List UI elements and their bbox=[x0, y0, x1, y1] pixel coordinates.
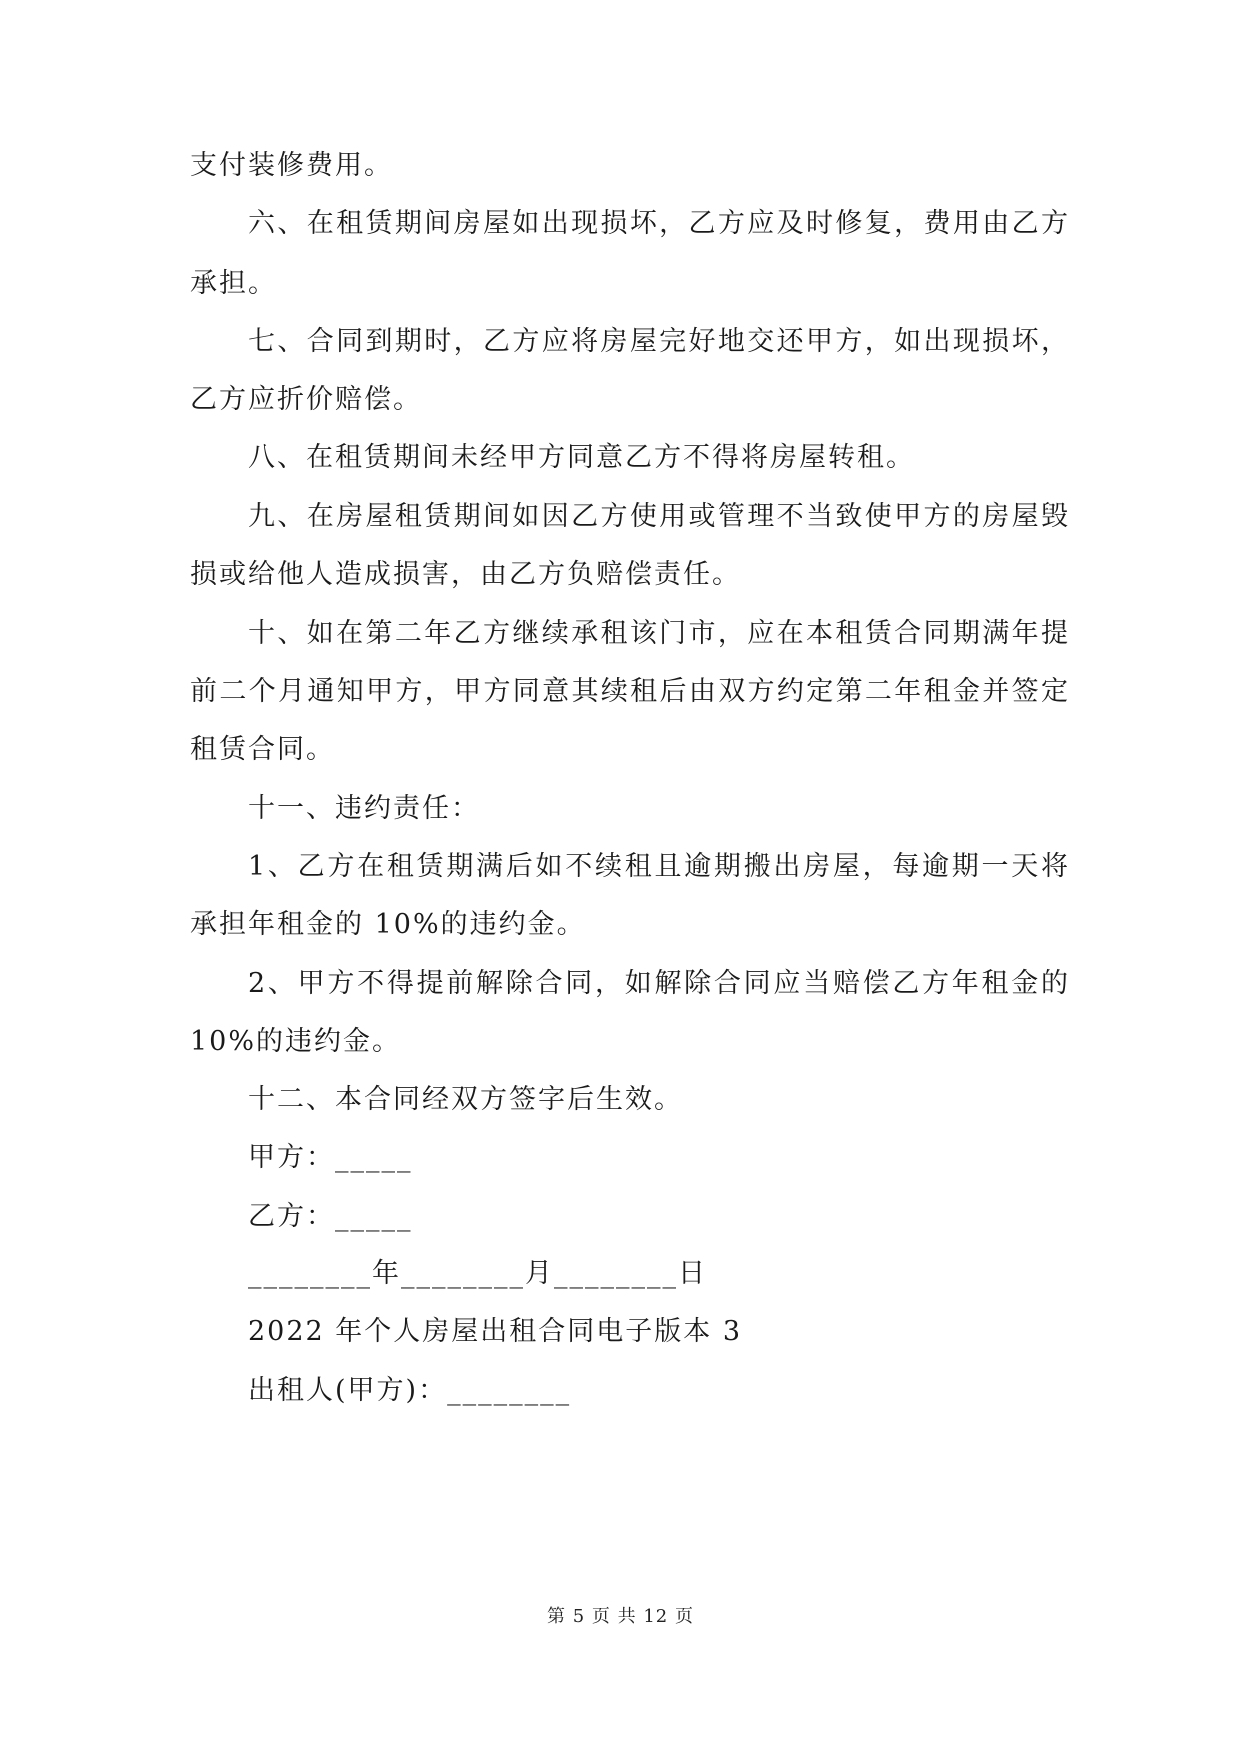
party-b-signature: 乙方：_____ bbox=[248, 1201, 413, 1232]
clause-11-item-2-line-1: 2、甲方不得提前解除合同，如解除合同应当赔偿乙方年租金的 bbox=[248, 968, 1070, 999]
clause-12: 十二、本合同经双方签字后生效。 bbox=[248, 1084, 683, 1115]
lessor-line: 出租人(甲方)：________ bbox=[248, 1375, 572, 1406]
clause-7-line-1: 七、合同到期时，乙方应将房屋完好地交还甲方，如出现损坏， bbox=[248, 326, 1070, 357]
clause-11-item-1-line-1: 1、乙方在租赁期满后如不续租且逾期搬出房屋，每逾期一天将 bbox=[248, 851, 1070, 882]
clause-11-item-2-line-2: 10%的违约金。 bbox=[190, 1026, 402, 1057]
clause-10-line-3: 租赁合同。 bbox=[190, 734, 335, 765]
clause-6-line-1: 六、在租赁期间房屋如出现损坏，乙方应及时修复，费用由乙方 bbox=[248, 208, 1070, 239]
clause-11-item-1-line-2: 承担年租金的 10%的违约金。 bbox=[190, 909, 586, 940]
clause-6-line-2: 承担。 bbox=[190, 268, 277, 299]
date-line: ________年________月________日 bbox=[248, 1258, 707, 1289]
clause-9-line-2: 损或给他人造成损害，由乙方负赔偿责任。 bbox=[190, 559, 741, 590]
clause-10-line-1: 十、如在第二年乙方继续承租该门市，应在本租赁合同期满年提 bbox=[248, 618, 1070, 649]
clause-9-line-1: 九、在房屋租赁期间如因乙方使用或管理不当致使甲方的房屋毁 bbox=[248, 501, 1070, 532]
clause-8: 八、在租赁期间未经甲方同意乙方不得将房屋转租。 bbox=[248, 442, 915, 473]
clause-10-line-2: 前二个月通知甲方，甲方同意其续租后由双方约定第二年租金并签定 bbox=[190, 676, 1070, 707]
section-title: 2022 年个人房屋出租合同电子版本 3 bbox=[248, 1316, 743, 1347]
clause-7-line-2: 乙方应折价赔偿。 bbox=[190, 384, 422, 415]
page-footer: 第 5 页 共 12 页 bbox=[547, 1606, 694, 1627]
clause-11-heading: 十一、违约责任： bbox=[248, 793, 480, 824]
party-a-signature: 甲方：_____ bbox=[248, 1142, 413, 1173]
text-line-continuation: 支付装修费用。 bbox=[190, 150, 393, 181]
